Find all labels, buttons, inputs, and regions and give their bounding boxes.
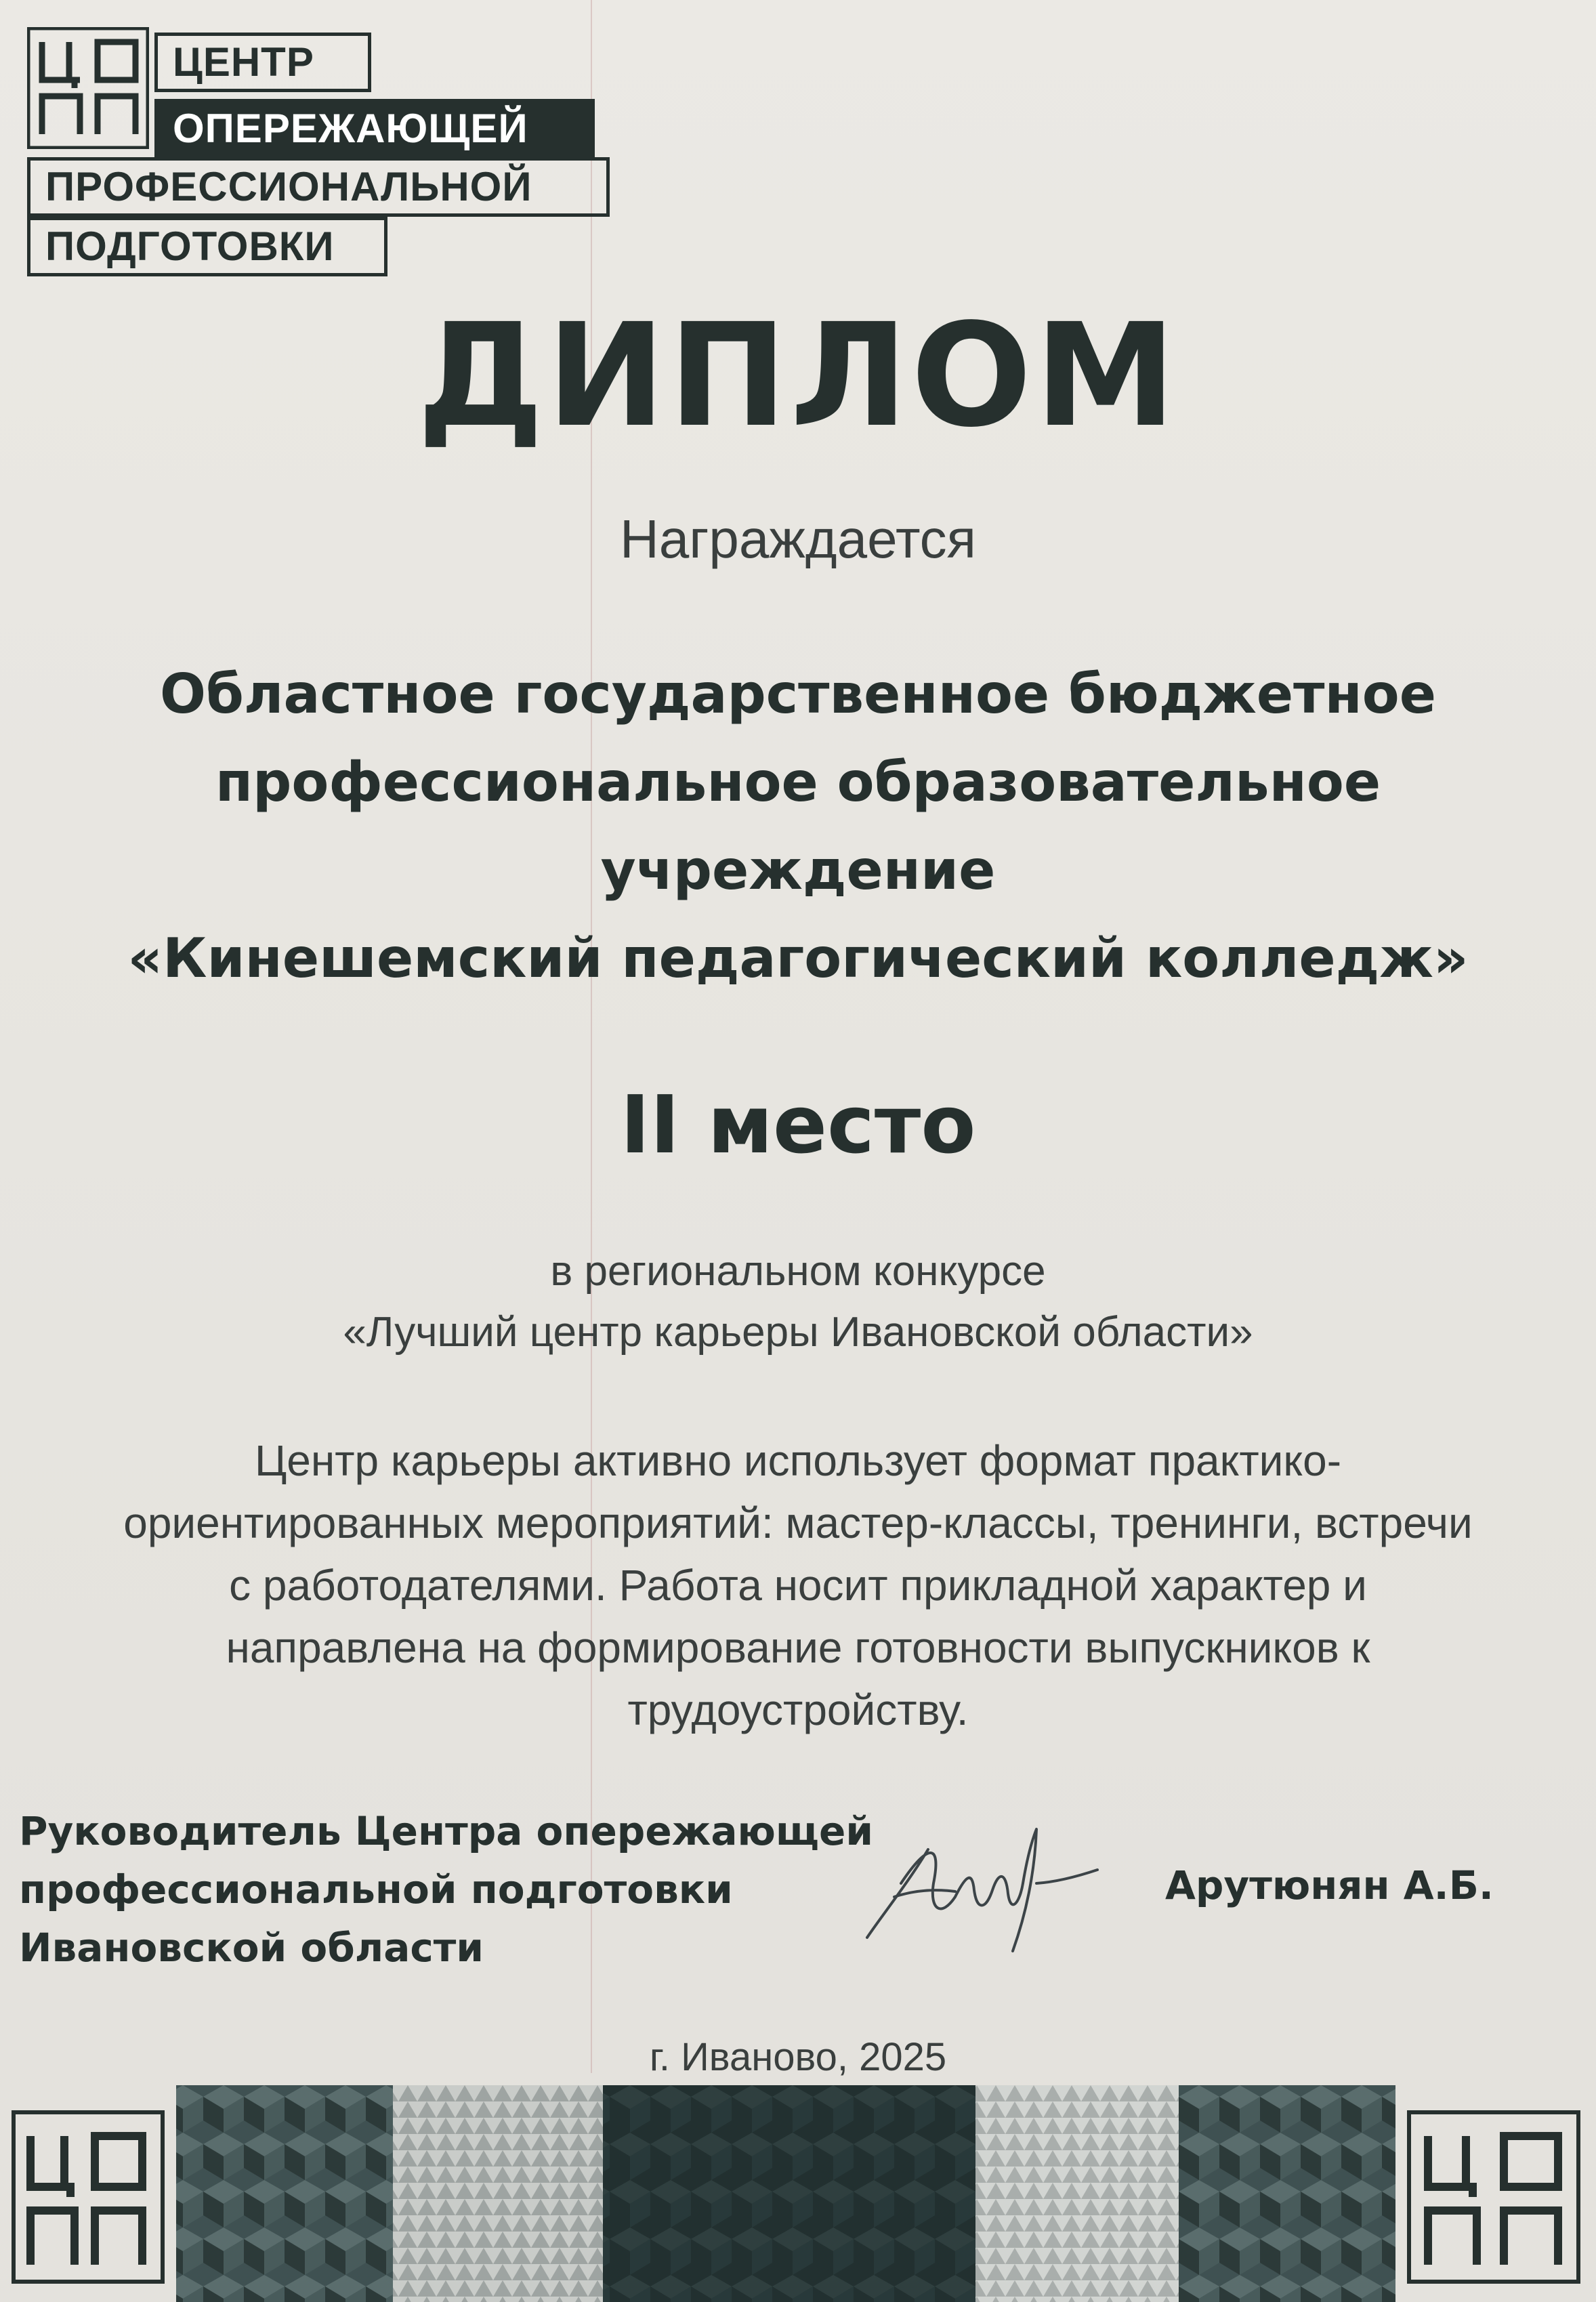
signature-icon <box>854 1802 1125 1965</box>
signatory-position-line-2: профессиональной подготовки <box>19 1866 733 1912</box>
organization-line-4: «Кинешемский педагогический колледж» <box>127 927 1469 990</box>
city-year: г. Иваново, 2025 <box>649 2035 947 2079</box>
logo-line-4: ПОДГОТОВКИ <box>27 217 387 276</box>
awarded-label: Награждается <box>619 509 976 569</box>
signatory-name: Арутюнян А.Б. <box>1165 1862 1494 1908</box>
contest-line-1: в региональном конкурсе <box>550 1248 1046 1295</box>
organization-line-2: профессиональное образовательное <box>215 751 1381 814</box>
contest-info <box>0 1241 1596 1363</box>
organization-line-1: Областное государственное бюджетное <box>159 663 1437 726</box>
signatory-position-line-1: Руководитель Центра опережающей <box>19 1808 873 1854</box>
organization-name <box>0 650 1596 1003</box>
logo-line-3: ПРОФЕССИОНАЛЬНОЙ <box>27 157 610 217</box>
description <box>0 1429 1596 1741</box>
organization-line-3: учреждение <box>600 839 996 902</box>
copp-logo-mark <box>27 27 149 149</box>
contest-line-2: «Лучший центр карьеры Ивановской области» <box>343 1309 1253 1356</box>
description-line-2: ориентированных мероприятий: мастер-классы, тренинги, встречи <box>123 1499 1473 1547</box>
signatory-position <box>19 1802 873 1977</box>
footer-pattern-icon <box>0 2085 1596 2302</box>
logo-line-2: ОПЕРЕЖАЮЩЕЙ <box>154 99 595 159</box>
award-place: II место <box>620 1078 976 1171</box>
diploma-title: ДИПЛОМ <box>417 293 1179 459</box>
description-line-5: трудоустройству. <box>627 1686 969 1734</box>
copp-logo <box>27 27 610 278</box>
handwritten-signature <box>854 1802 1125 1965</box>
footer-ornament <box>0 2085 1596 2302</box>
description-line-3: с работодателями. Работа носит прикладной характер и <box>229 1561 1367 1610</box>
signatory-position-line-3: Ивановской области <box>19 1925 484 1971</box>
description-line-4: направлена на формирование готовности выпускников к <box>226 1623 1370 1672</box>
copp-monogram-icon <box>27 27 149 149</box>
logo-line-1: ЦЕНТР <box>154 33 371 92</box>
description-line-1: Центр карьеры активно использует формат практико- <box>254 1436 1342 1485</box>
